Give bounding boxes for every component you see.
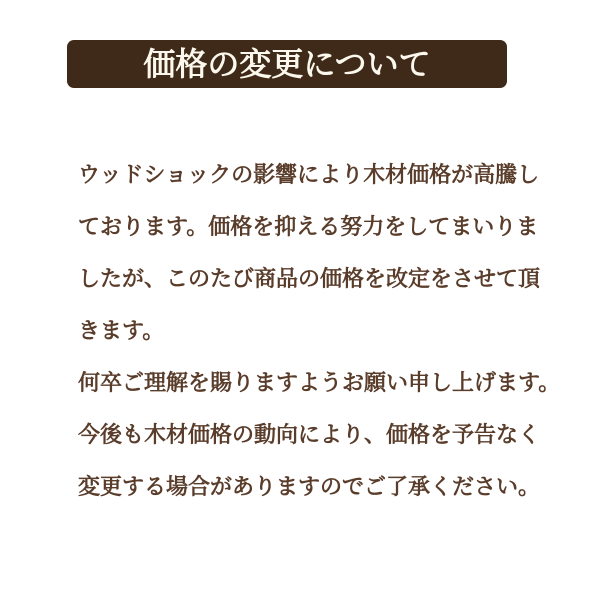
page-title: 価格の変更について xyxy=(143,45,431,83)
notice-line: 何卒ご理解を賜りますようお願い申し上げます。 xyxy=(78,371,561,396)
notice-text-block xyxy=(78,150,561,514)
notice-line: 今後も木材価格の動向により、価格を予告なく xyxy=(78,423,541,448)
notice-line: きます。 xyxy=(78,319,165,344)
notice-line: したが、このたび商品の価格を改定をさせて頂 xyxy=(78,267,541,292)
notice-line: ております。価格を抑える努力をしてまいりま xyxy=(78,215,539,240)
notice-line: ウッドショックの影響により木材価格が高騰し xyxy=(78,163,540,188)
notice-line: 変更する場合がありますのでご了承ください。 xyxy=(78,475,541,500)
header-bar xyxy=(67,40,507,88)
